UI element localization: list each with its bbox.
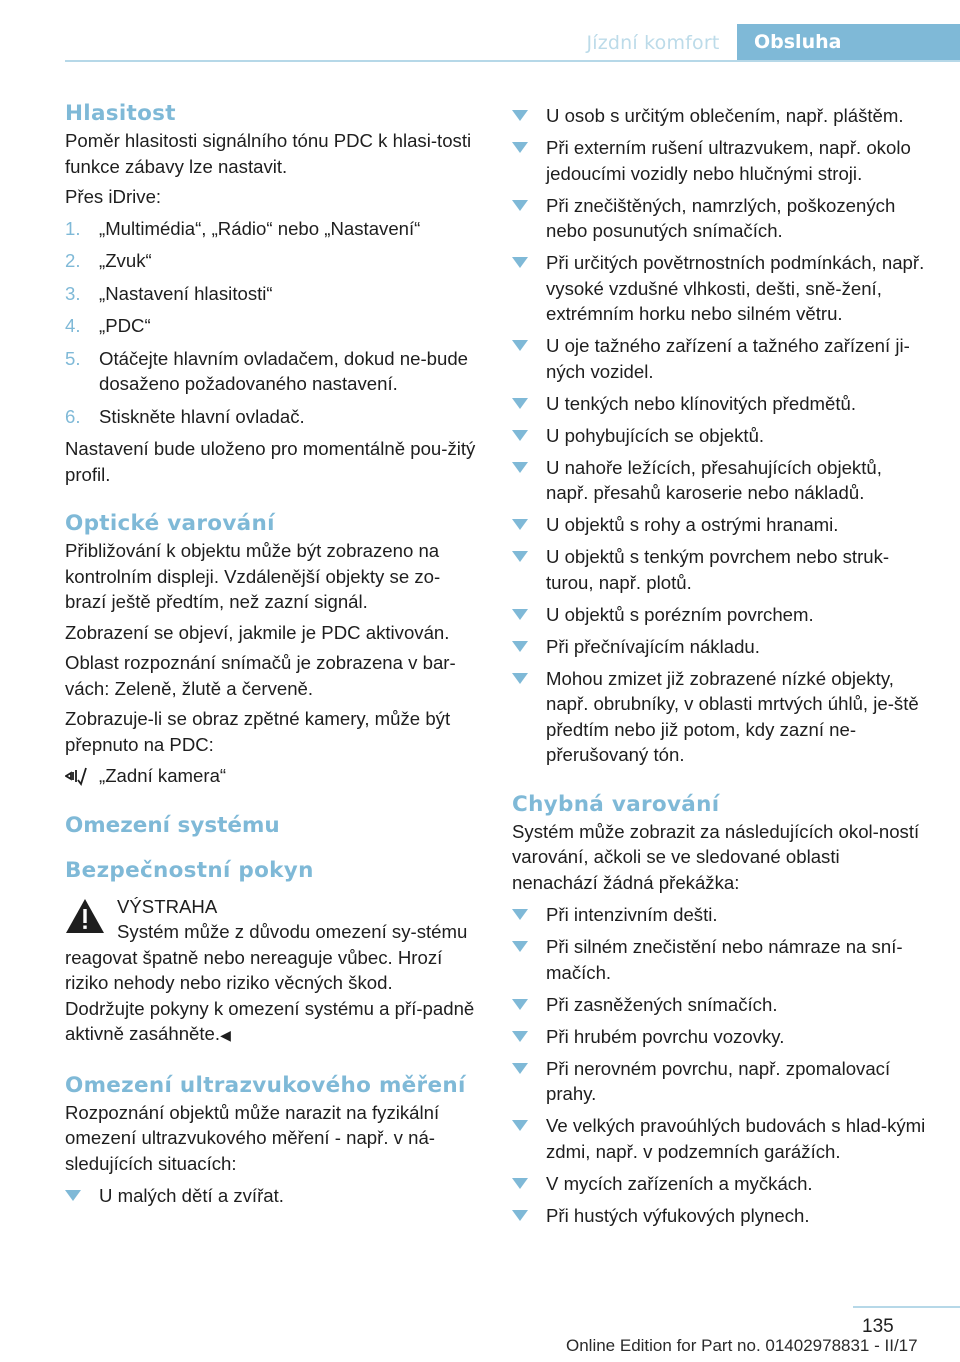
list-item-text: U objektů s tenkým povrchem nebo struk-turou, např. plotů. [546, 546, 890, 593]
list-item-text: U malých dětí a zvířat. [99, 1185, 284, 1206]
step-text: „Nastavení hlasitosti“ [99, 282, 273, 304]
step-number: 1. [65, 217, 81, 239]
paragraph-via-idrive: Přes iDrive: [65, 186, 162, 207]
bullet-triangle-icon [512, 609, 528, 620]
heading-safety-note: Bezpečnostní pokyn [65, 857, 314, 883]
step-text: „Multimédia“, „Rádio“ nebo „Nastavení“ [99, 217, 421, 239]
right-column [512, 100, 928, 1235]
step-number: 3. [65, 282, 81, 304]
step-number: 6. [65, 405, 81, 427]
step-item [65, 346, 477, 397]
list-item-text: U pohybujících se objektů. [546, 424, 765, 446]
bullet-triangle-icon [512, 142, 528, 153]
bullet-triangle-icon [512, 1210, 528, 1221]
list-item-text: U objektů s rohy a ostrými hranami. [546, 514, 839, 535]
list-item [512, 666, 928, 768]
list-item [512, 934, 928, 985]
header-tab-operation: Obsluha [737, 24, 960, 61]
step-text: Otáčejte hlavním ovladačem, dokud ne-bude dosaženo požadovaného nastavení. [99, 347, 468, 394]
list-item [512, 423, 928, 449]
list-item-text: U oje tažného zařízení a tažného zařízení ji-ných vozidel. [546, 335, 910, 382]
paragraph-false-warnings: Systém může zobrazit za následujících okol-ností varování, ačkoli se ve sledované oblasti nenachází žádná překážka: [512, 820, 920, 893]
list-item [512, 1113, 928, 1164]
bullet-list-left [65, 1183, 477, 1209]
step-text: „PDC“ [99, 315, 151, 336]
bullet-triangle-icon [512, 398, 528, 409]
paragraph-volume: Poměr hlasitosti signálního tónu PDC k hlasi-tosti funkce zábavy lze nastavit. [65, 130, 472, 177]
list-item-text: U tenkých nebo klínovitých předmětů. [546, 392, 857, 414]
rear-camera-line [65, 763, 477, 789]
list-item-text: Ve velkých pravoúhlých budovách s hlad-kými zdmi, např. v podzemních garážích. [546, 1115, 926, 1162]
list-item [512, 1171, 928, 1197]
bullet-triangle-icon [65, 1190, 81, 1201]
list-item [512, 333, 928, 384]
list-item [512, 193, 928, 244]
header-divider [65, 60, 960, 62]
step-item [65, 248, 477, 274]
list-item [512, 135, 928, 186]
footer-divider [853, 1306, 960, 1308]
bullet-list-false-warnings [512, 902, 928, 1228]
bullet-triangle-icon [512, 551, 528, 562]
list-item-text: Při nerovném povrchu, např. zpomalovací prahy. [546, 1057, 891, 1104]
list-item-text: Při hustých výfukových plynech. [546, 1204, 810, 1226]
bullet-triangle-icon [512, 519, 528, 530]
bullet-triangle-icon [512, 1063, 528, 1074]
warning-text: Systém může z důvodu omezení sy-stému reagovat špatně nebo nereaguje vůbec. Hrozí riziko nehody nebo riziko věcných škod. Dodržujte pokyny k omezení systému a pří-padně aktivně zasáhněte. [65, 921, 475, 1044]
step-number: 2. [65, 250, 81, 271]
heading-false-warnings: Chybná varování [512, 791, 720, 817]
list-item [512, 391, 928, 417]
bullet-triangle-icon [512, 1120, 528, 1131]
bullet-triangle-icon [512, 941, 528, 952]
list-item [512, 455, 928, 506]
list-item [512, 1024, 928, 1050]
list-item-text: Při znečištěných, namrzlých, poškozených nebo posunutých snímačích. [546, 194, 896, 241]
bullet-triangle-icon [512, 257, 528, 268]
list-item-text: Při hrubém povrchu vozovky. [546, 1025, 785, 1047]
bullet-triangle-icon [512, 673, 528, 684]
bullet-triangle-icon [512, 340, 528, 351]
left-column [65, 100, 477, 1215]
list-item-text: Při intenzivním dešti. [546, 904, 718, 925]
rear-camera-icon [65, 766, 87, 786]
end-mark: ◀ [220, 1027, 231, 1043]
bullet-list-ultrasonic [512, 103, 928, 768]
heading-system-limits: Omezení systému [65, 812, 280, 838]
warning-triangle-icon [65, 898, 105, 934]
bullet-triangle-icon [512, 999, 528, 1010]
paragraph-saved: Nastavení bude uloženo pro momentálně pou-žitý profil. [65, 438, 476, 485]
list-item [512, 544, 928, 595]
paragraph-ultrasonic: Rozpoznání objektů může narazit na fyzikální omezení ultrazvukového měření - např. v ná-sledujících situacích: [65, 1101, 440, 1174]
paragraph-optical-1: Přibližování k objektu může být zobrazeno na kontrolním displeji. Vzdálenější objekty se zo-brazí ještě předtím, než zazní signál. [65, 540, 441, 612]
list-item [65, 1183, 477, 1209]
list-item [512, 512, 928, 538]
step-item [65, 216, 477, 242]
warning-title: VÝSTRAHA [117, 895, 218, 917]
warning-block [65, 894, 477, 1049]
list-item-text: U osob s určitým oblečením, např. pláštěm. [546, 105, 904, 126]
step-text: „Zvuk“ [99, 250, 152, 271]
bullet-triangle-icon [512, 1031, 528, 1042]
list-item [512, 103, 928, 129]
bullet-triangle-icon [512, 641, 528, 652]
edition-footer: Online Edition for Part no. 01402978831 - II/17 [566, 1336, 918, 1355]
paragraph-optical-2: Zobrazení se objeví, jakmile je PDC aktivován. [65, 621, 450, 643]
bullet-triangle-icon [512, 110, 528, 121]
list-item-text: U nahoře ležících, přesahujících objektů, např. přesahů karoserie nebo nákladů. [546, 456, 882, 503]
step-text: Stiskněte hlavní ovladač. [99, 405, 305, 427]
heading-ultrasonic-limits: Omezení ultrazvukového měření [65, 1072, 466, 1098]
list-item [512, 634, 928, 660]
step-number: 5. [65, 347, 81, 369]
list-item [512, 602, 928, 628]
paragraph-optical-3: Oblast rozpoznání snímačů je zobrazena v bar-vách: Zeleně, žlutě a červeně. [65, 652, 456, 699]
page-number: 135 [862, 1316, 894, 1337]
step-number: 4. [65, 315, 81, 336]
list-item-text: Při externím rušení ultrazvukem, např. okolo jedoucími vozidly nebo hlučnými stroji. [546, 137, 911, 184]
list-item [512, 902, 928, 928]
list-item-text: Při silném znečistění nebo námraze na sní-mačích. [546, 936, 903, 983]
rear-camera-label: „Zadní kamera“ [99, 765, 227, 786]
list-item [512, 250, 928, 327]
bullet-triangle-icon [512, 200, 528, 211]
list-item [512, 992, 928, 1018]
list-item-text: Při zasněžených snímačích. [546, 993, 778, 1015]
bullet-triangle-icon [512, 462, 528, 473]
bullet-triangle-icon [512, 1178, 528, 1189]
paragraph-optical-4: Zobrazuje-li se obraz zpětné kamery, může být přepnuto na PDC: [65, 708, 451, 755]
step-item [65, 313, 477, 339]
heading-optical-warning: Optické varování [65, 511, 275, 536]
bullet-triangle-icon [512, 909, 528, 920]
list-item [512, 1056, 928, 1107]
step-item [65, 281, 477, 307]
list-item-text: Při přečnívajícím nákladu. [546, 635, 760, 657]
step-item [65, 404, 477, 430]
list-item-text: V mycích zařízeních a myčkách. [546, 1172, 813, 1194]
list-item-text: Při určitých povětrnostních podmínkách, např. vysoké vzdušné vlhkosti, dešti, sně-žení, extrémním horku nebo silném větru. [546, 252, 925, 324]
list-item-text: Mohou zmizet již zobrazené nízké objekty, např. obrubníky, v oblasti mrtvých úhlů, je-ště předtím nebo již potom, kdy zazní ne-přerušovaný tón. [546, 667, 919, 765]
steps-list [65, 216, 477, 430]
list-item-text: U objektů s porézním povrchem. [546, 603, 814, 625]
list-item [512, 1203, 928, 1229]
bullet-triangle-icon [512, 430, 528, 441]
heading-volume: Hlasitost [65, 101, 176, 126]
header-tab-driving-comfort: Jízdní komfort [586, 32, 720, 54]
